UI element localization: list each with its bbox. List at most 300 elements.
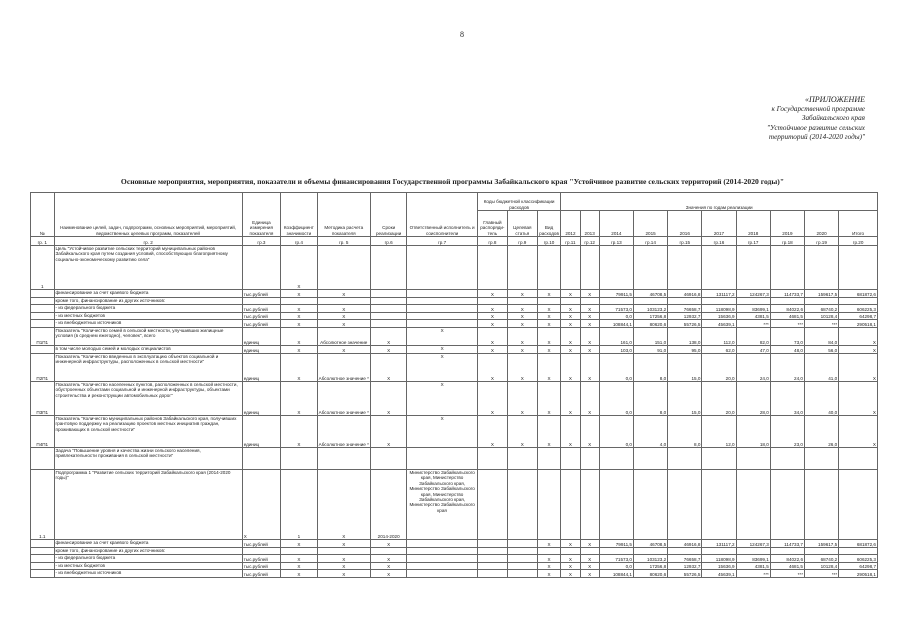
row-number: [31, 298, 55, 305]
row-value: X: [839, 328, 878, 346]
row-term: [370, 548, 406, 555]
header-kbk-col: Целевая статья: [507, 211, 537, 237]
row-value: [561, 246, 580, 290]
table-row: [31, 548, 878, 555]
row-coef: [281, 448, 317, 470]
row-number: [31, 570, 55, 578]
appendix-heading: «ПРИЛОЖЕНИЕ: [805, 95, 865, 104]
appendix-block: [665, 95, 865, 143]
row-value: [702, 470, 736, 540]
row-value: 95,0: [668, 346, 702, 354]
row-unit: тыс.рублей: [242, 313, 280, 320]
row-coef: X: [281, 313, 317, 320]
row-number: 1: [31, 246, 55, 290]
row-value: 12932,7: [668, 313, 702, 320]
row-method: X: [317, 555, 370, 563]
row-value: 48,0: [770, 346, 804, 354]
row-value: 46708,5: [633, 540, 667, 548]
row-value: [561, 548, 580, 555]
column-number: гр.4: [281, 237, 317, 246]
row-number: [31, 313, 55, 320]
row-method: Абсолютное значение *: [317, 354, 370, 382]
row-value: 47,0: [736, 346, 770, 354]
row-value: 73,0: [770, 328, 804, 346]
row-value: [668, 298, 702, 305]
column-number: гр.16: [702, 237, 736, 246]
header-year: 2016: [668, 211, 702, 237]
row-responsible: [407, 305, 478, 313]
row-value: X: [580, 555, 599, 563]
row-value: [580, 470, 599, 540]
row-value: X: [561, 346, 580, 354]
row-responsible: [407, 298, 478, 305]
row-kbk-article: X: [507, 305, 537, 313]
table-row: [31, 563, 878, 570]
row-name: - из внебюджетных источников: [54, 570, 242, 578]
row-number: [31, 563, 55, 570]
row-term: [370, 298, 406, 305]
row-value: X: [561, 563, 580, 570]
row-value: X: [580, 305, 599, 313]
row-coef: X: [281, 570, 317, 578]
row-value: 82,0: [736, 328, 770, 346]
row-value: 108844,1: [599, 320, 633, 328]
row-value: X: [580, 570, 599, 578]
row-value: 15636,9: [702, 563, 736, 570]
header-name: Наименование целей, задач, подпрограмм, основных мероприятий, мероприятий, ведомственных целевых программ, показателей: [54, 193, 242, 237]
table-row: [31, 305, 878, 313]
header-year: 2015: [633, 211, 667, 237]
row-value: [805, 246, 839, 290]
row-term: X: [370, 382, 406, 416]
row-value: X: [561, 416, 580, 448]
table-row: [31, 346, 878, 354]
row-value: 79911,5: [599, 540, 633, 548]
row-value: X: [580, 540, 599, 548]
row-value: [633, 246, 667, 290]
row-kbk-main: [477, 570, 507, 578]
row-kbk-article: [507, 563, 537, 570]
row-method: X: [317, 313, 370, 320]
row-kbk-article: [507, 470, 537, 540]
row-value: [736, 548, 770, 555]
row-number: [31, 305, 55, 313]
row-kbk-main: X: [477, 354, 507, 382]
row-unit: тыс.рублей: [242, 320, 280, 328]
row-kbk-type: X: [537, 346, 561, 354]
row-number: [31, 290, 55, 298]
row-value: 131117,2: [702, 290, 736, 298]
row-value: [599, 548, 633, 555]
row-name: финансирование за счет краевого бюджета: [54, 290, 242, 298]
row-kbk-article: [507, 570, 537, 578]
row-value: [668, 470, 702, 540]
row-name: Цель "Устойчивое развитие сельских территорий муниципальных районов Забайкальского края путем создания условий, способствующих благоприятному социально-экономическому развитию села": [54, 246, 242, 290]
row-value: 84,0: [805, 328, 839, 346]
row-value: [770, 548, 804, 555]
column-number: гр.14: [633, 237, 667, 246]
row-value: 64298,7: [839, 313, 878, 320]
row-responsible: [407, 290, 478, 298]
row-value: 40,0: [805, 382, 839, 416]
row-value: 71573,0: [599, 305, 633, 313]
row-term: [370, 448, 406, 470]
column-number: гр.9: [507, 237, 537, 246]
row-value: 45639,1: [702, 570, 736, 578]
row-value: [580, 298, 599, 305]
table-row: [31, 328, 878, 346]
appendix-line: к Государственной программе: [771, 104, 865, 113]
row-value: ***: [770, 570, 804, 578]
row-value: [599, 298, 633, 305]
row-value: 71573,0: [599, 555, 633, 563]
row-kbk-type: X: [537, 382, 561, 416]
row-value: [805, 470, 839, 540]
column-number: гр.18: [770, 237, 804, 246]
row-unit: единиц: [242, 416, 280, 448]
header-year: Итого: [839, 211, 878, 237]
row-value: 46916,8: [668, 290, 702, 298]
row-value: [561, 470, 580, 540]
row-kbk-main: X: [477, 328, 507, 346]
row-term: X: [370, 416, 406, 448]
row-value: 114733,7: [770, 540, 804, 548]
column-number: гр. 2: [54, 237, 242, 246]
row-coef: X: [281, 320, 317, 328]
row-kbk-type: X: [537, 354, 561, 382]
table-row: [31, 320, 878, 328]
row-value: 159617,5: [805, 540, 839, 548]
row-value: 124267,3: [736, 540, 770, 548]
row-value: 34,0: [770, 382, 804, 416]
header-kbk-col: Вид расходов: [537, 211, 561, 237]
header-term: Сроки реализации: [370, 193, 406, 237]
row-kbk-main: [477, 246, 507, 290]
row-kbk-type: X: [537, 570, 561, 578]
row-kbk-article: X: [507, 382, 537, 416]
row-name: - из местных бюджетов: [54, 313, 242, 320]
row-kbk-article: X: [507, 354, 537, 382]
row-unit: тыс.рублей: [242, 563, 280, 570]
row-value: [599, 448, 633, 470]
row-value: 23,0: [770, 416, 804, 448]
row-method: Абсолютное значение *: [317, 382, 370, 416]
table-row: [31, 290, 878, 298]
row-value: [770, 470, 804, 540]
row-term: [370, 313, 406, 320]
row-kbk-article: X: [507, 290, 537, 298]
row-value: X: [580, 320, 599, 328]
row-value: 68740,2: [805, 555, 839, 563]
row-coef: 1: [281, 470, 317, 540]
row-value: 4,0: [633, 416, 667, 448]
row-term: [370, 320, 406, 328]
row-value: X: [580, 328, 599, 346]
row-method: X: [317, 540, 370, 548]
row-value: 76658,7: [668, 555, 702, 563]
row-value: X: [561, 313, 580, 320]
header-no: №: [31, 193, 55, 237]
row-term: X: [370, 555, 406, 563]
row-value: 8,0: [668, 416, 702, 448]
row-kbk-main: X: [477, 320, 507, 328]
row-kbk-type: X: [537, 563, 561, 570]
row-value: [599, 470, 633, 540]
row-value: [633, 448, 667, 470]
row-value: 80620,6: [633, 320, 667, 328]
row-unit: [242, 548, 280, 555]
header-values: Значения по годам реализации: [561, 193, 878, 211]
row-value: 17256,8: [633, 313, 667, 320]
column-number: гр.13: [599, 237, 633, 246]
row-responsible: Министерство Забайкальского края, Министерство Забайкальского края, Министерство Забайкальского края, Министерство Забайкальского края, Министерство Забайкальского края: [407, 470, 478, 540]
row-value: [839, 298, 878, 305]
row-unit: тыс.рублей: [242, 290, 280, 298]
row-kbk-article: [507, 548, 537, 555]
row-value: X: [580, 382, 599, 416]
row-value: 112,0: [702, 328, 736, 346]
row-value: [805, 548, 839, 555]
row-value: 20,0: [702, 354, 736, 382]
row-kbk-article: X: [507, 416, 537, 448]
row-value: X: [580, 563, 599, 570]
row-value: 0,0: [599, 354, 633, 382]
row-number: П4П1: [31, 416, 55, 448]
row-value: [839, 470, 878, 540]
row-term: X: [370, 354, 406, 382]
row-kbk-type: [537, 470, 561, 540]
row-value: 103123,2: [633, 555, 667, 563]
row-value: 114733,7: [770, 290, 804, 298]
row-method: [317, 246, 370, 290]
row-method: X: [317, 470, 370, 540]
row-value: 68740,2: [805, 305, 839, 313]
row-value: 20,0: [702, 382, 736, 416]
row-name: кроме того, финансирование из других источников:: [54, 548, 242, 555]
row-coef: [281, 548, 317, 555]
row-method: X: [317, 290, 370, 298]
row-method: X: [317, 346, 370, 354]
row-coef: X: [281, 290, 317, 298]
row-kbk-type: X: [537, 290, 561, 298]
row-value: 4381,5: [736, 563, 770, 570]
row-value: 64298,7: [839, 563, 878, 570]
table-row: [31, 354, 878, 382]
row-kbk-article: X: [507, 328, 537, 346]
row-value: 681872,6: [839, 540, 878, 548]
row-number: [31, 548, 55, 555]
row-unit: единиц: [242, 354, 280, 382]
table-row: [31, 448, 878, 470]
row-method: X: [317, 305, 370, 313]
row-value: [702, 246, 736, 290]
row-value: 10128,4: [805, 563, 839, 570]
row-responsible: X: [407, 354, 478, 382]
column-number: гр.19: [805, 237, 839, 246]
row-value: [736, 470, 770, 540]
row-value: 15,0: [668, 354, 702, 382]
row-method: Абсолютное значение: [317, 328, 370, 346]
row-responsible: X: [407, 416, 478, 448]
row-name: в том числе молодых семей и молодых специалистов: [54, 346, 242, 354]
header-method: Методика расчета показателя: [317, 193, 370, 237]
header-unit: Единица измерения показателя: [242, 193, 280, 237]
row-value: X: [580, 290, 599, 298]
row-value: X: [561, 328, 580, 346]
row-coef: X: [281, 382, 317, 416]
row-value: X: [839, 382, 878, 416]
row-value: 131117,2: [702, 540, 736, 548]
column-number: гр.20: [839, 237, 878, 246]
row-value: 12,0: [702, 416, 736, 448]
column-number: гр. 1: [31, 237, 55, 246]
row-value: 8,0: [633, 382, 667, 416]
row-kbk-type: X: [537, 540, 561, 548]
row-value: 46708,5: [633, 290, 667, 298]
row-responsible: [407, 540, 478, 548]
row-value: [839, 548, 878, 555]
row-value: X: [561, 382, 580, 416]
row-kbk-main: X: [477, 416, 507, 448]
column-number: гр. 5: [317, 237, 370, 246]
row-value: X: [561, 320, 580, 328]
row-kbk-type: X: [537, 305, 561, 313]
page-mark: 8: [460, 30, 464, 39]
program-table: [30, 192, 878, 578]
row-term: [370, 246, 406, 290]
row-name: - из федерального бюджета: [54, 555, 242, 563]
row-value: 84022,6: [770, 305, 804, 313]
row-value: X: [561, 354, 580, 382]
row-value: [702, 448, 736, 470]
row-coef: X: [281, 416, 317, 448]
table-row: [31, 555, 878, 563]
row-value: 41,0: [805, 354, 839, 382]
row-unit: [242, 298, 280, 305]
row-responsible: [407, 313, 478, 320]
row-kbk-type: [537, 548, 561, 555]
row-value: 161,0: [599, 328, 633, 346]
row-unit: тыс.рублей: [242, 555, 280, 563]
row-unit: X: [242, 470, 280, 540]
row-value: 108844,1: [599, 570, 633, 578]
row-value: 18,0: [736, 416, 770, 448]
row-unit: тыс.рублей: [242, 305, 280, 313]
row-unit: единиц: [242, 382, 280, 416]
row-coef: X: [281, 305, 317, 313]
row-kbk-main: [477, 298, 507, 305]
row-number: П2П1: [31, 354, 55, 382]
row-value: X: [839, 346, 878, 354]
row-responsible: [407, 570, 478, 578]
row-value: [770, 448, 804, 470]
row-value: 290518,1: [839, 570, 878, 578]
row-value: 118098,9: [702, 305, 736, 313]
row-value: X: [561, 305, 580, 313]
row-value: 103123,2: [633, 305, 667, 313]
row-value: [580, 246, 599, 290]
row-number: [31, 448, 55, 470]
row-value: 151,0: [633, 328, 667, 346]
row-number: [31, 320, 55, 328]
appendix-line: Забайкальского края: [801, 114, 865, 122]
row-name: Задача "Повышение уровня и качества жизни сельского населения, привлекательности проживания в сельской местности": [54, 448, 242, 470]
row-value: 10128,4: [805, 313, 839, 320]
row-value: [702, 298, 736, 305]
row-responsible: [407, 563, 478, 570]
row-value: [770, 298, 804, 305]
row-value: 15636,9: [702, 313, 736, 320]
row-value: 606225,3: [839, 555, 878, 563]
row-value: [668, 246, 702, 290]
column-number: гр.15: [668, 237, 702, 246]
header-coef: Коэффициент значимости: [281, 193, 317, 237]
row-value: 55726,5: [668, 570, 702, 578]
row-unit: тыс.рублей: [242, 540, 280, 548]
row-kbk-article: [507, 540, 537, 548]
row-kbk-main: X: [477, 305, 507, 313]
row-value: 83699,1: [736, 305, 770, 313]
row-value: [580, 448, 599, 470]
appendix-line: "Устойчивое развитие сельских: [766, 123, 865, 132]
row-value: 55726,5: [668, 320, 702, 328]
row-value: X: [561, 540, 580, 548]
row-value: 0,0: [599, 382, 633, 416]
row-number: [31, 346, 55, 354]
row-term: X: [370, 346, 406, 354]
row-responsible: [407, 448, 478, 470]
row-kbk-type: X: [537, 416, 561, 448]
row-kbk-main: X: [477, 346, 507, 354]
row-responsible: [407, 548, 478, 555]
row-unit: единиц: [242, 346, 280, 354]
row-kbk-main: [477, 555, 507, 563]
row-coef: X: [281, 555, 317, 563]
row-kbk-article: [507, 246, 537, 290]
row-term: X: [370, 570, 406, 578]
row-value: 83699,1: [736, 555, 770, 563]
row-term: X: [370, 540, 406, 548]
row-value: 56,0: [805, 346, 839, 354]
row-value: 4681,5: [770, 563, 804, 570]
table-row: [31, 246, 878, 290]
table-row: [31, 382, 878, 416]
row-value: X: [561, 555, 580, 563]
row-term: [370, 305, 406, 313]
row-unit: [242, 448, 280, 470]
row-value: 46916,8: [668, 540, 702, 548]
row-value: ***: [736, 320, 770, 328]
row-number: [31, 540, 55, 548]
table-row: [31, 470, 878, 540]
row-responsible: [407, 555, 478, 563]
row-value: [633, 548, 667, 555]
table-row: [31, 416, 878, 448]
table-row: [31, 540, 878, 548]
row-kbk-type: X: [537, 555, 561, 563]
row-term: X: [370, 563, 406, 570]
row-responsible: [407, 320, 478, 328]
row-value: 17256,8: [633, 563, 667, 570]
row-value: [599, 246, 633, 290]
row-name: - из федерального бюджета: [54, 305, 242, 313]
row-value: X: [580, 313, 599, 320]
row-kbk-main: [477, 470, 507, 540]
row-value: 681872,6: [839, 290, 878, 298]
row-value: 80620,6: [633, 570, 667, 578]
row-value: 8,0: [633, 354, 667, 382]
row-value: 45639,1: [702, 320, 736, 328]
